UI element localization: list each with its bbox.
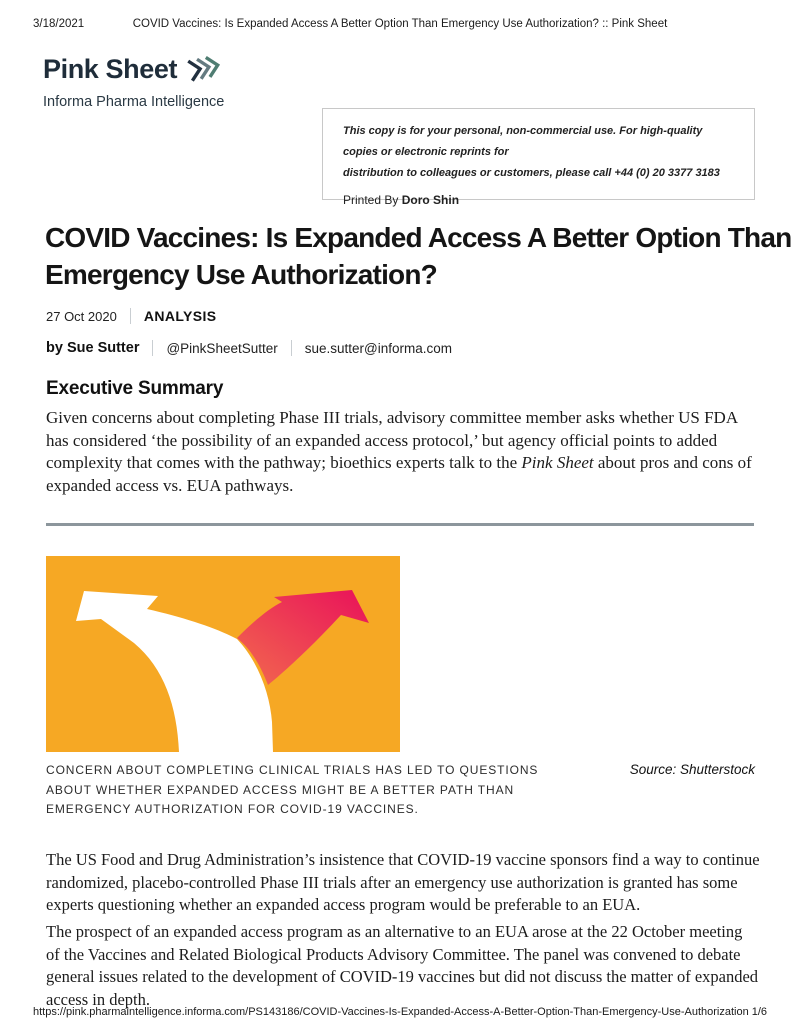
author-byline — [46, 340, 452, 356]
logo-tagline: Informa Pharma Intelligence — [43, 94, 225, 110]
copy-notice-line-1: This copy is for your personal, non-commercial use. For high-quality copies or electronic reprints for — [343, 125, 703, 158]
print-header-title: COVID Vaccines: Is Expanded Access A Better Option Than Emergency Use Authorization? :: Pink Sheet — [132, 18, 668, 30]
author-email: sue.sutter@informa.com — [304, 340, 452, 356]
footer-page-number: 1/6 — [751, 1006, 767, 1018]
executive-summary-heading: Executive Summary — [46, 378, 224, 399]
print-footer — [33, 1006, 767, 1018]
summary-text-pre: Given concerns about completing Phase III trials, advisory committee member asks whether US FDA has considered ‘the possibility of an expanded access protocol,’ but agency official points to added complexity that comes with the pathway; bioethics experts talk to the — [46, 408, 738, 472]
article-paragraph-1: The US Food and Drug Administration’s insistence that COVID-19 vaccine sponsors find a way to continue randomized, placebo-controlled Phase III trials after an emergency use authorization is granted has some experts questioning whether an expanded access program would be preferable to an EUA. — [46, 850, 760, 914]
article-meta — [46, 308, 217, 324]
divider — [291, 340, 292, 356]
printed-by-label: Printed By — [343, 193, 399, 207]
copy-notice-line-2: distribution to colleagues or customers, please call +44 (0) 20 3377 3183 — [343, 167, 720, 179]
article-title: COVID Vaccines: Is Expanded Access A Better Option Than Emergency Use Authorization? — [45, 222, 792, 290]
printed-by-name: Doro Shin — [401, 193, 460, 207]
article-hero-image — [46, 556, 400, 752]
divider — [130, 308, 131, 324]
print-date: 3/18/2021 — [33, 18, 85, 30]
executive-summary-text — [46, 407, 758, 497]
chevrons-right-icon — [186, 50, 222, 91]
pink-sheet-logo — [43, 48, 224, 110]
divider — [152, 340, 153, 356]
section-divider — [46, 523, 754, 526]
summary-text-post: about pros and cons of expanded access vs. EUA pathways. — [46, 453, 752, 495]
author-twitter-handle: @PinkSheetSutter — [166, 340, 278, 356]
printed-by — [343, 193, 734, 207]
article-paragraph-2: The prospect of an expanded access program as an alternative to an EUA arose at the 22 October meeting of the Vaccines and Related Biological Products Advisory Committee. The panel was convened to debate general issues related to the development of COVID-19 vaccines but did not discuss the matter of expanded access in depth. — [46, 922, 759, 1009]
image-source: Source: Shutterstock — [629, 762, 755, 777]
copy-notice-box — [322, 108, 755, 207]
author-name: by Sue Sutter — [46, 340, 140, 356]
logo-text: Pink Sheet — [43, 54, 178, 84]
image-caption: CONCERN ABOUT COMPLETING CLINICAL TRIALS HAS LED TO QUESTIONS ABOUT WHETHER EXPANDED ACCESS MIGHT BE A BETTER PATH THAN EMERGENCY AUTHORIZATION FOR COVID-19 VACCINES. — [46, 763, 539, 816]
footer-url: https://pink.pharmaintelligence.informa.com/PS143186/COVID-Vaccines-Is-Expanded-Access-A-Better-Option-Than-Emergency-Use-Authorization — [33, 1006, 749, 1018]
article-date: 27 Oct 2020 — [46, 308, 117, 324]
category-label: ANALYSIS — [143, 308, 217, 324]
image-caption-row — [46, 761, 755, 820]
diverging-arrows-illustration — [46, 556, 400, 752]
summary-publication-name: Pink Sheet — [521, 453, 594, 472]
